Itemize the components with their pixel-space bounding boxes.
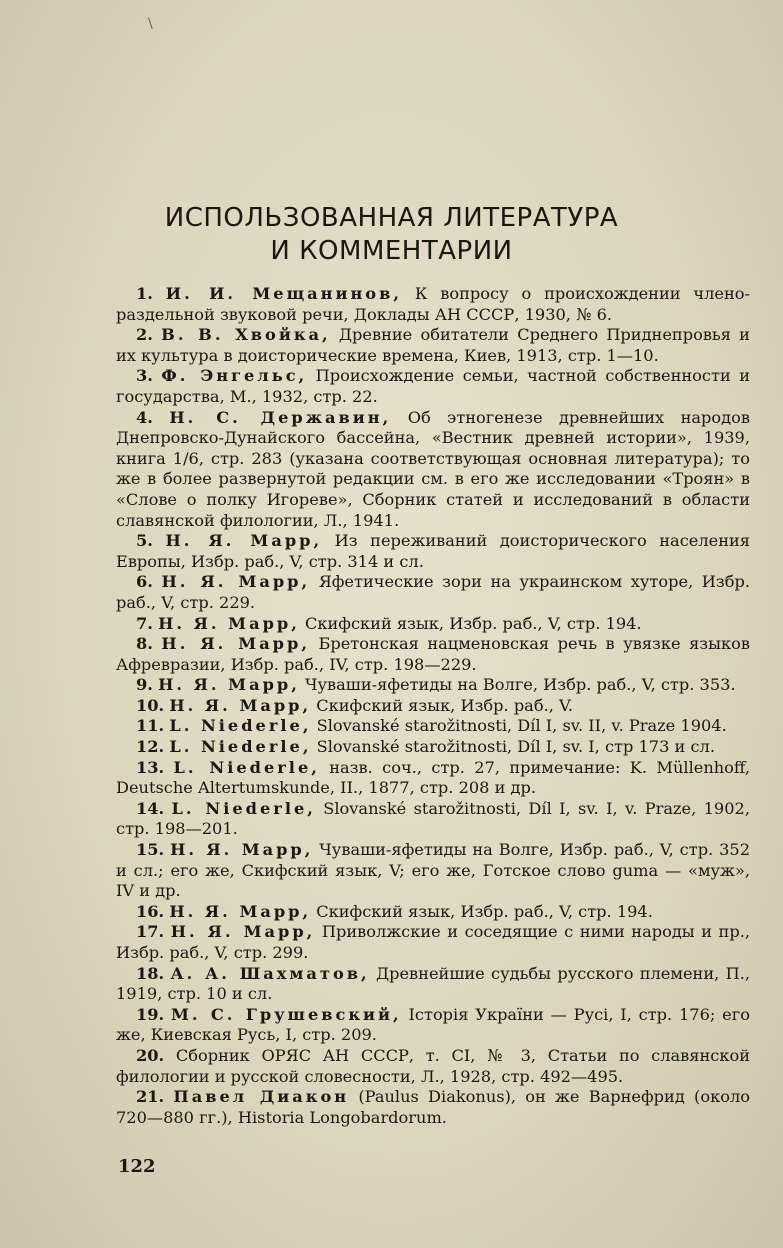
title-line-2: И КОММЕНТАРИИ [270,236,513,266]
reference-list [116,284,750,1128]
reference-author: Н. Я. Марр, [169,901,312,921]
reference-item [116,572,750,613]
reference-item [116,366,750,407]
reference-text: Чуваши-яфетиды на Волге, Избр. раб., V, стр. 352 и сл.; его же, Скифский язык, V; его же, Готское слово guma — «муж», IV и др. [116,840,750,901]
reference-number: 7. [136,613,153,633]
reference-text: Происхождение семьи, частной собственности и государства, М., 1932, стр. 22. [116,366,750,406]
reference-text: Об этногенезе древнейших народов Днепровско-Дунайского бассейна, «Вестник древней истории», 1939, книга 1/6, стр. 283 (указана соответствующая основная литература); то же в более развернутой редакции см. в его же исследовании «Троян» в «Слове о полку Игореве», Сборник статей и исследований в области славянской филологии, Л., 1941. [116,407,750,530]
reference-text: (Paulus Diakonus), он же Варнефрид (около 720—880 гг.), Historia Longobardorum. [116,1087,750,1127]
reference-author: М. С. Грушевский, [171,1004,402,1024]
reference-item [116,758,750,799]
reference-text: Slovanské starožitnosti, Díl I, sv. I, v. Praze, 1902, стр. 198—201. [116,798,750,839]
reference-author: L. Niederle, [169,716,312,736]
reference-item [116,614,750,635]
reference-item [116,675,750,696]
reference-text: Історія України — Русі, I, стр. 176; его же, Киевская Русь, I, стр. 209. [116,1004,750,1045]
corner-mark: \ [148,16,153,32]
reference-item [116,325,750,366]
reference-number: 4. [136,407,153,427]
reference-author: Ф. Энгельс, [161,366,308,386]
reference-number: 10. [136,695,165,715]
reference-text: Чуваши-яфетиды на Волге, Избр. раб., V, стр. 353. [299,675,736,695]
reference-number: 14. [136,798,165,818]
reference-text: назв. соч., стр. 27, примечание: K. Müllenhoff, Deutsche Altertumskunde, II., 1877, стр. 208 и др. [116,757,750,798]
reference-number: 17. [136,922,165,942]
reference-item [116,634,750,675]
reference-text: Из переживаний доисторического населения Европы, Избр. раб., V, стр. 314 и сл. [116,531,750,571]
reference-author: Н. Я. Марр, [165,531,323,551]
reference-number: 20. [136,1045,165,1065]
reference-number: 6. [136,572,153,592]
reference-author: Н. Я. Марр, [161,634,310,654]
reference-text: Скифский язык, Избр. раб., V, стр. 194. [311,901,653,921]
reference-text: Бретонская нацменовская речь в увязке языков Афревразии, Избр. раб., IV, стр. 198—229. [116,634,750,674]
reference-text: Яфетические зори на украинском хуторе, Избр. раб., V, стр. 229. [116,572,750,612]
reference-author: Н. Я. Марр, [158,613,300,633]
reference-number: 12. [136,737,165,757]
reference-number: 16. [136,901,165,921]
reference-text: Slovanské starožitnosti, Díl I, sv. II, v. Praze 1904. [311,716,727,736]
reference-author: И. И. Мещанинов, [165,284,402,303]
reference-item [116,922,750,963]
page-title [0,202,783,268]
reference-number: 1. [136,284,153,303]
reference-author: А. А. Шахматов, [170,963,370,983]
reference-text: Slovanské starožitnosti, Díl I, sv. I, стр 173 и сл. [311,737,715,757]
reference-text: Скифский язык, Избр. раб., V, стр. 194. [299,613,642,633]
reference-text: Скифский язык, Избр. раб., V. [311,695,574,715]
reference-item [116,799,750,840]
reference-number: 19. [136,1004,165,1024]
reference-number: 21. [136,1087,165,1107]
reference-item [116,284,750,325]
reference-author: Н. Я. Марр, [158,675,300,695]
reference-item [116,1005,750,1046]
reference-number: 9. [136,675,153,695]
reference-item [116,1046,750,1087]
reference-number: 15. [136,840,165,860]
reference-author: В. В. Хвойка, [161,325,331,345]
reference-number: 18. [136,963,165,983]
reference-item [116,531,750,572]
reference-item [116,408,750,532]
reference-item [116,840,750,902]
reference-item [116,737,750,758]
reference-item [116,696,750,717]
reference-author: Н. С. Державин, [169,407,392,427]
title-line-1: ИСПОЛЬЗОВАННАЯ ЛИТЕРАТУРА [164,203,619,233]
reference-author: Павел Диакон [173,1087,350,1107]
reference-item [116,902,750,923]
reference-text: Приволжские и соседящие с ними народы и пр., Избр. раб., V, стр. 299. [116,922,750,962]
reference-text: Сборник ОРЯС АН СССР, т. CI, № 3, Статьи по славянской филологии и русской словесности, Л., 1928, стр. 492—495. [116,1045,750,1086]
reference-item [116,964,750,1005]
reference-number: 3. [136,366,153,386]
reference-text: Древнейшие судьбы русского племени, П., 1919, стр. 10 и сл. [116,963,750,1004]
page-number: 122 [118,1156,156,1177]
reference-number: 5. [136,531,153,551]
reference-number: 11. [136,716,165,736]
reference-author: L. Niederle, [171,798,316,818]
reference-author: L. Niederle, [169,737,312,757]
reference-item [116,1087,750,1128]
reference-author: Н. Я. Марр, [170,922,316,942]
reference-number: 2. [136,325,153,345]
reference-number: 13. [136,757,165,777]
reference-author: L. Niederle, [173,757,320,777]
reference-author: Н. Я. Марр, [161,572,311,592]
reference-item [116,716,750,737]
reference-text: Древние обитатели Среднего Приднепровья и их культура в доисторические времена, Киев, 1913, стр. 1—10. [116,325,750,365]
reference-author: Н. Я. Марр, [169,695,312,715]
reference-text: К вопросу о происхождении члено-раздельной звуковой речи, Доклады АН СССР, 1930, № 6. [116,284,750,324]
reference-author: Н. Я. Марр, [170,840,314,860]
reference-number: 8. [136,634,153,654]
